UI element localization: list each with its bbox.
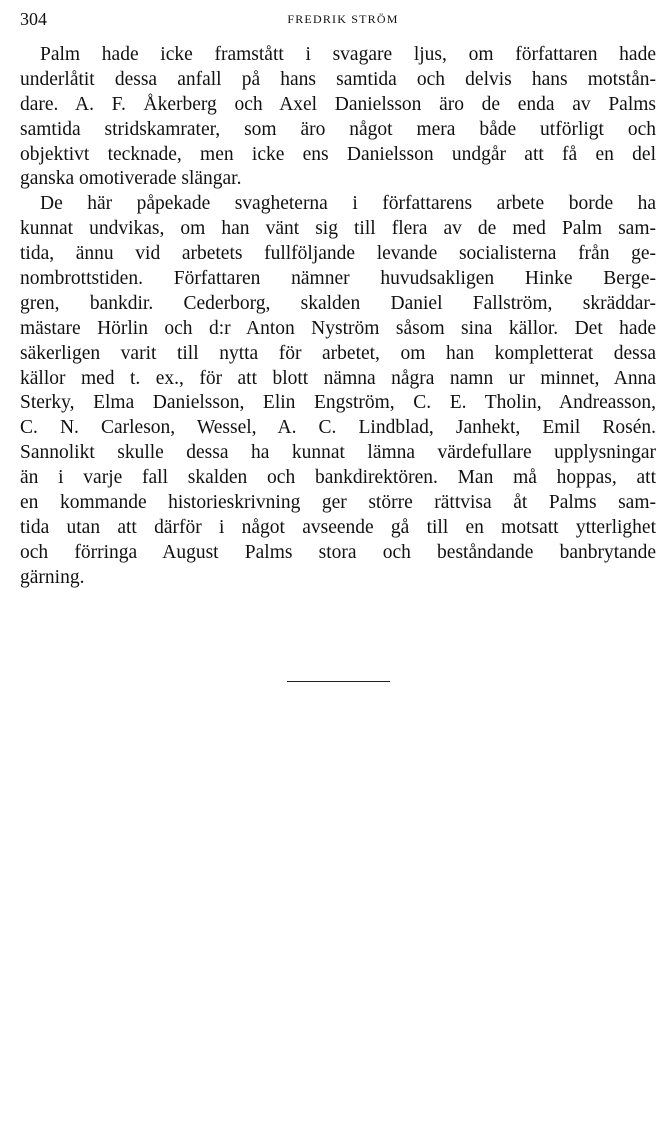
page-number: 304 [20, 9, 47, 29]
section-end-rule [287, 681, 390, 682]
text-line: Sterky, Elma Danielsson, Elin Engström, C. E. Tholin, Andreasson, [20, 392, 656, 414]
text-line: C. N. Carleson, Wessel, A. C. Lindblad, Janhekt, Emil Rosén. [20, 417, 656, 439]
text-line: dare. A. F. Åkerberg och Axel Danielsson äro de enda av Palms [20, 93, 656, 115]
text-line: och förringa August Palms stora och beståndande banbrytande [20, 541, 656, 563]
text-line: än i varje fall skalden och bankdirektören. Man må hoppas, att [20, 467, 656, 489]
text-line: mästare Hörlin och d:r Anton Nyström såsom sina källor. Det hade [20, 317, 656, 339]
body-text [20, 43, 656, 591]
text-line: en kommande historieskrivning ger större rättvisa åt Palms sam- [20, 492, 656, 514]
text-line: källor med t. ex., för att blott nämna några namn ur minnet, Anna [20, 367, 656, 389]
text-line: nombrottstiden. Författaren nämner huvudsakligen Hinke Berge- [20, 268, 656, 290]
page-header [20, 8, 656, 32]
running-head: FREDRIK STRÖM [287, 12, 399, 26]
text-line: säkerligen varit till nytta för arbetet, om han kompletterat dessa [20, 342, 656, 364]
text-line: gärning. [20, 566, 85, 588]
text-line: tida, ännu vid arbetets fullföljande levande socialisterna från ge- [20, 243, 656, 265]
text-line: Sannolikt skulle dessa ha kunnat lämna värdefullare upplysningar [20, 442, 656, 464]
text-line: De här påpekade svagheterna i författarens arbete borde ha [40, 193, 656, 215]
text-line: objektivt tecknade, men icke ens Danielsson undgår att få en del [20, 143, 656, 165]
text-line: tida utan att därför i något avseende gå till en motsatt ytterlighet [20, 516, 656, 538]
text-line: samtida stridskamrater, som äro något mera både utförligt och [20, 118, 656, 140]
text-line: gren, bankdir. Cederborg, skalden Daniel Fallström, skräddar- [20, 292, 656, 314]
text-line: kunnat undvikas, om han vänt sig till flera av de med Palm sam- [20, 218, 656, 240]
text-line: Palm hade icke framstått i svagare ljus, om författaren hade [40, 44, 656, 65]
text-line: ganska omotiverade slängar. [20, 168, 242, 190]
paragraph-1 [20, 43, 656, 192]
paragraph-2 [20, 192, 656, 590]
text-line: underlåtit dessa anfall på hans samtida och delvis hans motstån- [20, 68, 656, 90]
